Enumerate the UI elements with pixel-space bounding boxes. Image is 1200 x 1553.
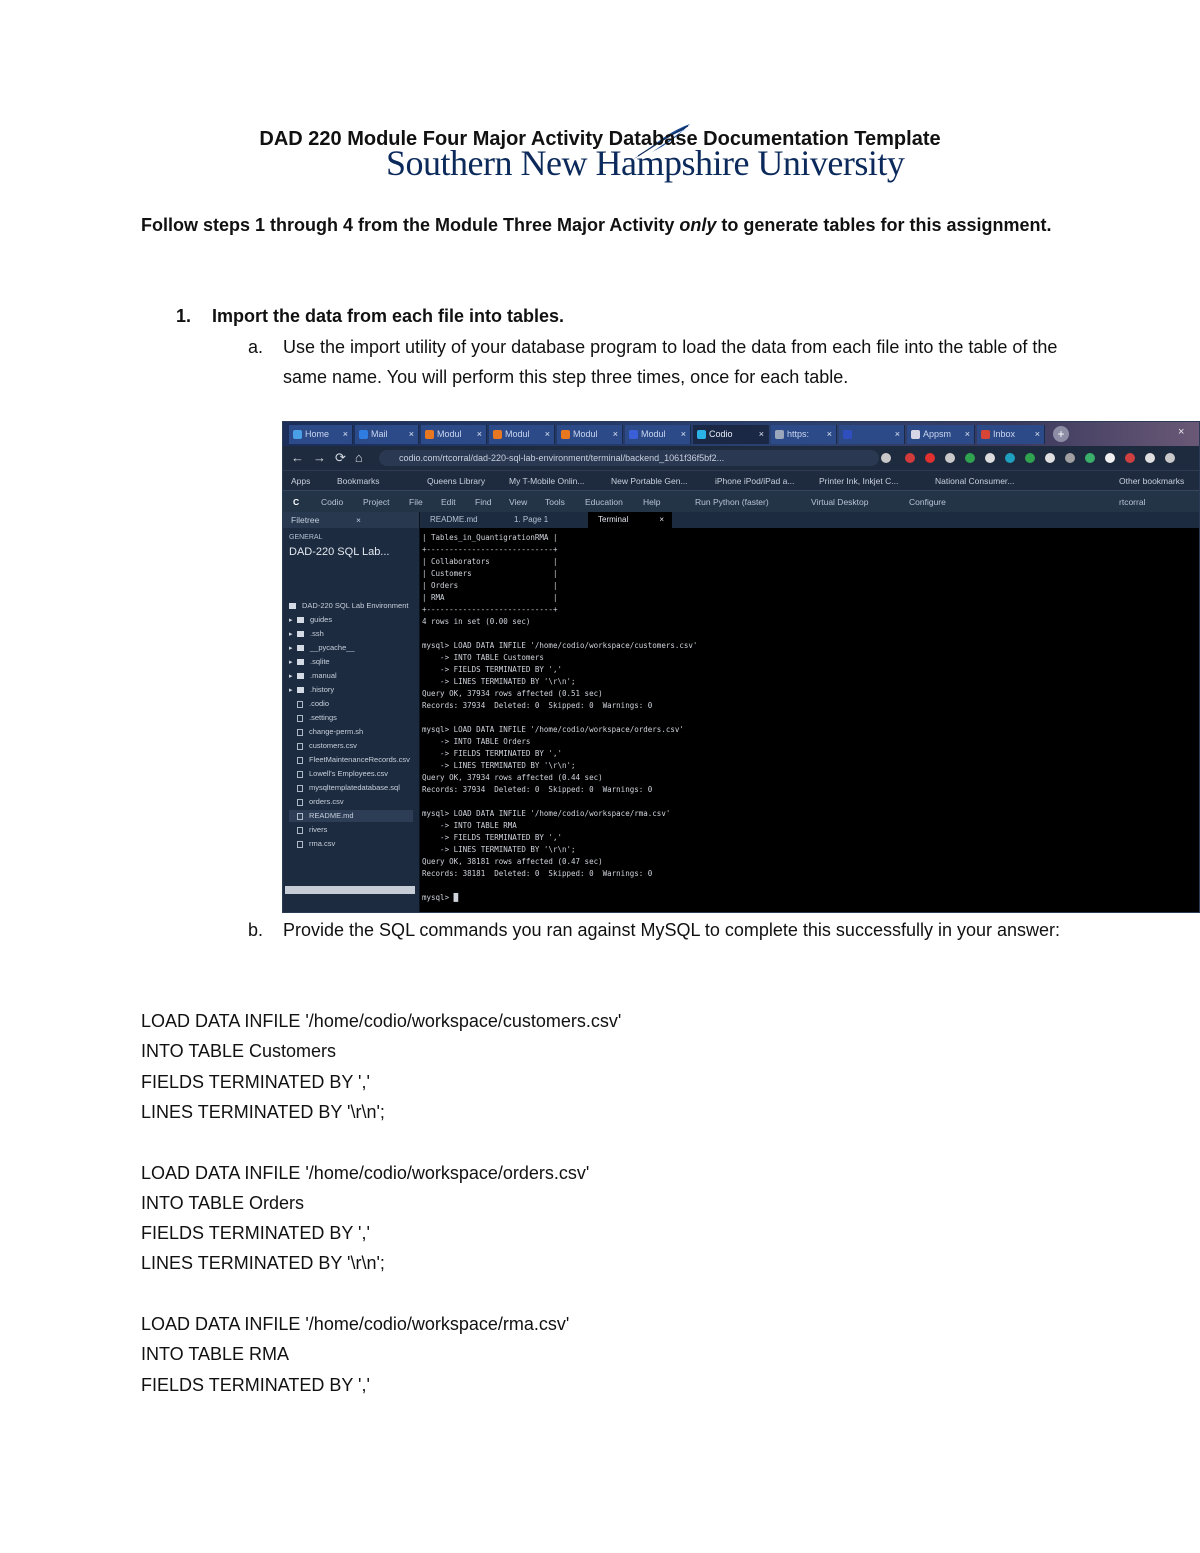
bookmark-item[interactable]: New Portable Gen... (611, 476, 688, 486)
tree-folder[interactable]: ▸ .ssh (289, 629, 324, 638)
tree-file[interactable]: .settings (289, 712, 337, 724)
file-icon (297, 841, 303, 848)
browser-tab[interactable]: Inbox × (977, 425, 1045, 444)
terminal-line: +----------------------------+ (422, 605, 558, 614)
sql-answer-line: INTO TABLE Customers (141, 1041, 337, 1061)
lock-icon (289, 603, 296, 609)
browser-tab[interactable]: Modul × (557, 425, 623, 444)
menu-item[interactable]: View (509, 497, 528, 507)
bookmark-item[interactable]: Bookmarks (337, 476, 380, 486)
editor-tab-active[interactable]: Terminal × (588, 512, 672, 528)
terminal-line: | Collaborators | (422, 557, 558, 566)
file-icon (297, 729, 303, 736)
folder-icon (297, 687, 304, 693)
substep-b-text: Provide the SQL commands you ran against MySQL to complete this successfully in your answer: (283, 920, 1061, 940)
bookmarks-bar (283, 470, 1199, 491)
file-icon (297, 827, 303, 834)
sql-answer-line: LOAD DATA INFILE '/home/codio/workspace/orders.csv' (141, 1163, 590, 1183)
sql-answer-line: FIELDS TERMINATED BY ',' (141, 1375, 370, 1395)
editor-tab[interactable]: README.md (430, 515, 478, 524)
codio-logo-icon[interactable]: C (293, 497, 300, 507)
tree-file[interactable]: customers.csv (289, 740, 357, 752)
terminal-line: | Orders | (422, 581, 558, 590)
terminal-line: Query OK, 37934 rows affected (0.51 sec) (422, 689, 603, 698)
file-icon (297, 813, 303, 820)
bookmark-item[interactable]: iPhone iPod/iPad a... (715, 476, 795, 486)
project-root[interactable]: DAD-220 SQL Lab Environment (289, 600, 408, 612)
terminal-line: | Tables_in_QuantigrationRMA | (422, 533, 558, 542)
bookmark-item[interactable]: My T-Mobile Onlin... (509, 476, 585, 486)
tree-folder[interactable]: ▸ .manual (289, 671, 337, 680)
browser-tab-active[interactable]: Codio × (693, 425, 769, 444)
editor-tab-bar (420, 512, 1199, 528)
file-icon (297, 757, 303, 764)
menu-item[interactable]: Project (363, 497, 390, 507)
file-icon (297, 785, 303, 792)
intro-text-before: Follow steps 1 through 4 from the Module Three Major Activity (141, 215, 680, 235)
terminal-line: -> INTO TABLE RMA (422, 821, 517, 830)
file-icon (297, 771, 303, 778)
tree-folder[interactable]: ▸ guides (289, 615, 333, 624)
sql-answer-line: FIELDS TERMINATED BY ',' (141, 1223, 370, 1243)
file-icon (297, 799, 303, 806)
address-bar (283, 446, 1199, 470)
substep-a-text: Use the import utility of your database program to load the data from each file into the table of the same name. You will perform this step three times, once for each table. (283, 337, 1058, 387)
step-heading: Import the data from each file into tables. (212, 306, 565, 326)
terminal-line: mysql> LOAD DATA INFILE '/home/codio/workspace/orders.csv' (422, 725, 684, 734)
terminal-line: -> INTO TABLE Customers (422, 653, 544, 662)
folder-icon (297, 645, 304, 651)
step-number: 1. (176, 306, 192, 326)
menu-item[interactable]: Tools (545, 497, 565, 507)
file-tree-section-label: GENERAL (289, 534, 323, 541)
file-icon (297, 701, 303, 708)
bookmark-item[interactable]: Printer Ink, Inkjet C... (819, 476, 899, 486)
terminal-line: -> LINES TERMINATED BY '\r\n'; (422, 845, 576, 854)
terminal-line: | RMA | (422, 593, 558, 602)
terminal-line: Query OK, 37934 rows affected (0.44 sec) (422, 773, 603, 782)
terminal-line: Query OK, 38181 rows affected (0.47 sec) (422, 857, 603, 866)
browser-nav-icons[interactable]: ←→⟳⌂ (291, 450, 372, 465)
sql-answer-line: INTO TABLE Orders (141, 1193, 305, 1213)
run-python-button[interactable]: Run Python (faster) (695, 497, 769, 507)
bookmark-item[interactable]: Other bookmarks (1119, 476, 1185, 486)
tree-folder[interactable]: ▸ .sqlite (289, 657, 330, 666)
editor-area (420, 512, 1199, 912)
browser-tab[interactable]: https: × (771, 425, 837, 444)
sql-answer-line: LINES TERMINATED BY '\r\n'; (141, 1102, 385, 1122)
editor-tab[interactable]: 1. Page 1 (514, 515, 549, 524)
terminal-line: -> FIELDS TERMINATED BY ',' (422, 749, 562, 758)
codio-screenshot (282, 421, 1200, 913)
file-tree-tab[interactable]: Filetree × (283, 512, 419, 528)
tree-folder[interactable]: ▸ .history (289, 685, 335, 694)
tree-file-selected[interactable]: README.md (289, 810, 413, 822)
substep-a-letter: a. (248, 337, 264, 357)
browser-tab-bar (283, 422, 1199, 446)
sql-answer-line: FIELDS TERMINATED BY ',' (141, 1072, 370, 1092)
tree-file[interactable]: orders.csv (289, 796, 344, 808)
file-icon (297, 743, 303, 750)
terminal-line: -> INTO TABLE Orders (422, 737, 531, 746)
tree-file[interactable]: change-perm.sh (289, 726, 363, 738)
bookmark-item[interactable]: Apps (291, 476, 311, 486)
university-name: Southern New Hampshire University (386, 143, 905, 183)
user-menu[interactable]: rtcorral (1119, 497, 1146, 507)
browser-tab[interactable]: Modul × (625, 425, 691, 444)
menu-item[interactable]: Find (475, 497, 492, 507)
terminal-line: +----------------------------+ (422, 545, 558, 554)
file-tree-scrollbar[interactable] (285, 886, 415, 894)
menu-item[interactable]: Education (585, 497, 623, 507)
tree-file[interactable]: rivers (289, 824, 327, 836)
sql-answer-line: LINES TERMINATED BY '\r\n'; (141, 1253, 385, 1273)
folder-icon (297, 659, 304, 665)
virtual-desktop-button[interactable]: Virtual Desktop (811, 497, 869, 507)
terminal-line: -> LINES TERMINATED BY '\r\n'; (422, 677, 576, 686)
tree-file[interactable]: mysqltemplatedatabase.sql (289, 782, 400, 794)
substep-b-letter: b. (248, 920, 264, 940)
folder-icon (297, 631, 304, 637)
terminal-line: Records: 37934 Deleted: 0 Skipped: 0 Warnings: 0 (422, 701, 653, 710)
file-tree-panel (283, 512, 420, 912)
terminal-line: mysql> █ (422, 893, 459, 902)
terminal-line: mysql> LOAD DATA INFILE '/home/codio/workspace/customers.csv' (422, 641, 698, 650)
tree-file[interactable]: .codio (289, 698, 329, 710)
url-field[interactable]: codio.com/rtcorral/dad-220-sql-lab-environment/terminal/backend_1061f36f5bf2... (379, 450, 879, 466)
file-icon (297, 715, 303, 722)
terminal-line: mysql> LOAD DATA INFILE '/home/codio/workspace/rma.csv' (422, 809, 671, 818)
sql-answer-line: INTO TABLE RMA (141, 1344, 290, 1364)
new-tab-icon[interactable]: + (1053, 426, 1069, 442)
browser-tab[interactable]: Home × (289, 425, 353, 444)
extension-icons[interactable] (881, 451, 1197, 465)
terminal-line: Records: 38181 Deleted: 0 Skipped: 0 Warnings: 0 (422, 869, 653, 878)
folder-icon (297, 673, 304, 679)
terminal-line: -> FIELDS TERMINATED BY ',' (422, 665, 562, 674)
terminal-output[interactable] (420, 528, 1199, 912)
terminal-line: -> LINES TERMINATED BY '\r\n'; (422, 761, 576, 770)
terminal-line: 4 rows in set (0.00 sec) (422, 617, 531, 626)
intro-emphasis: only (679, 215, 717, 235)
browser-tab[interactable]: Mail × (355, 425, 419, 444)
tree-file[interactable]: Lowell's Employees.csv (289, 768, 388, 780)
ide-menu-bar (283, 490, 1199, 513)
terminal-line: | Customers | (422, 569, 558, 578)
close-window-icon[interactable]: × (1178, 426, 1185, 438)
terminal-line: -> FIELDS TERMINATED BY ',' (422, 833, 562, 842)
sql-answer-line: LOAD DATA INFILE '/home/codio/workspace/customers.csv' (141, 1011, 622, 1031)
browser-tab[interactable]: × (839, 425, 905, 444)
menu-item[interactable]: Help (643, 497, 661, 507)
intro-paragraph (141, 210, 1061, 241)
intro-text-after: to generate tables for this assignment. (716, 215, 1052, 235)
folder-icon (297, 617, 304, 623)
bookmark-item[interactable]: National Consumer... (935, 476, 1015, 486)
tree-file[interactable]: FleetMaintenanceRecords.csv (289, 754, 410, 766)
browser-tab[interactable]: Modul × (489, 425, 555, 444)
browser-tab[interactable]: Modul × (421, 425, 487, 444)
tree-file[interactable]: rma.csv (289, 838, 335, 850)
menu-item[interactable]: Codio (321, 497, 344, 507)
project-name[interactable]: DAD-220 SQL Lab... (289, 546, 390, 558)
browser-tab[interactable]: Appsm × (907, 425, 975, 444)
document-title: DAD 220 Module Four Major Activity Database Documentation Template (259, 128, 941, 150)
tree-folder[interactable]: ▸ __pycache__ (289, 643, 355, 652)
menu-item[interactable]: File (409, 497, 423, 507)
menu-item[interactable]: Edit (441, 497, 456, 507)
sql-answer-line: LOAD DATA INFILE '/home/codio/workspace/rma.csv' (141, 1314, 570, 1334)
terminal-line: Records: 37934 Deleted: 0 Skipped: 0 Warnings: 0 (422, 785, 653, 794)
bookmark-item[interactable]: Queens Library (427, 476, 486, 486)
configure-button[interactable]: Configure (909, 497, 946, 507)
